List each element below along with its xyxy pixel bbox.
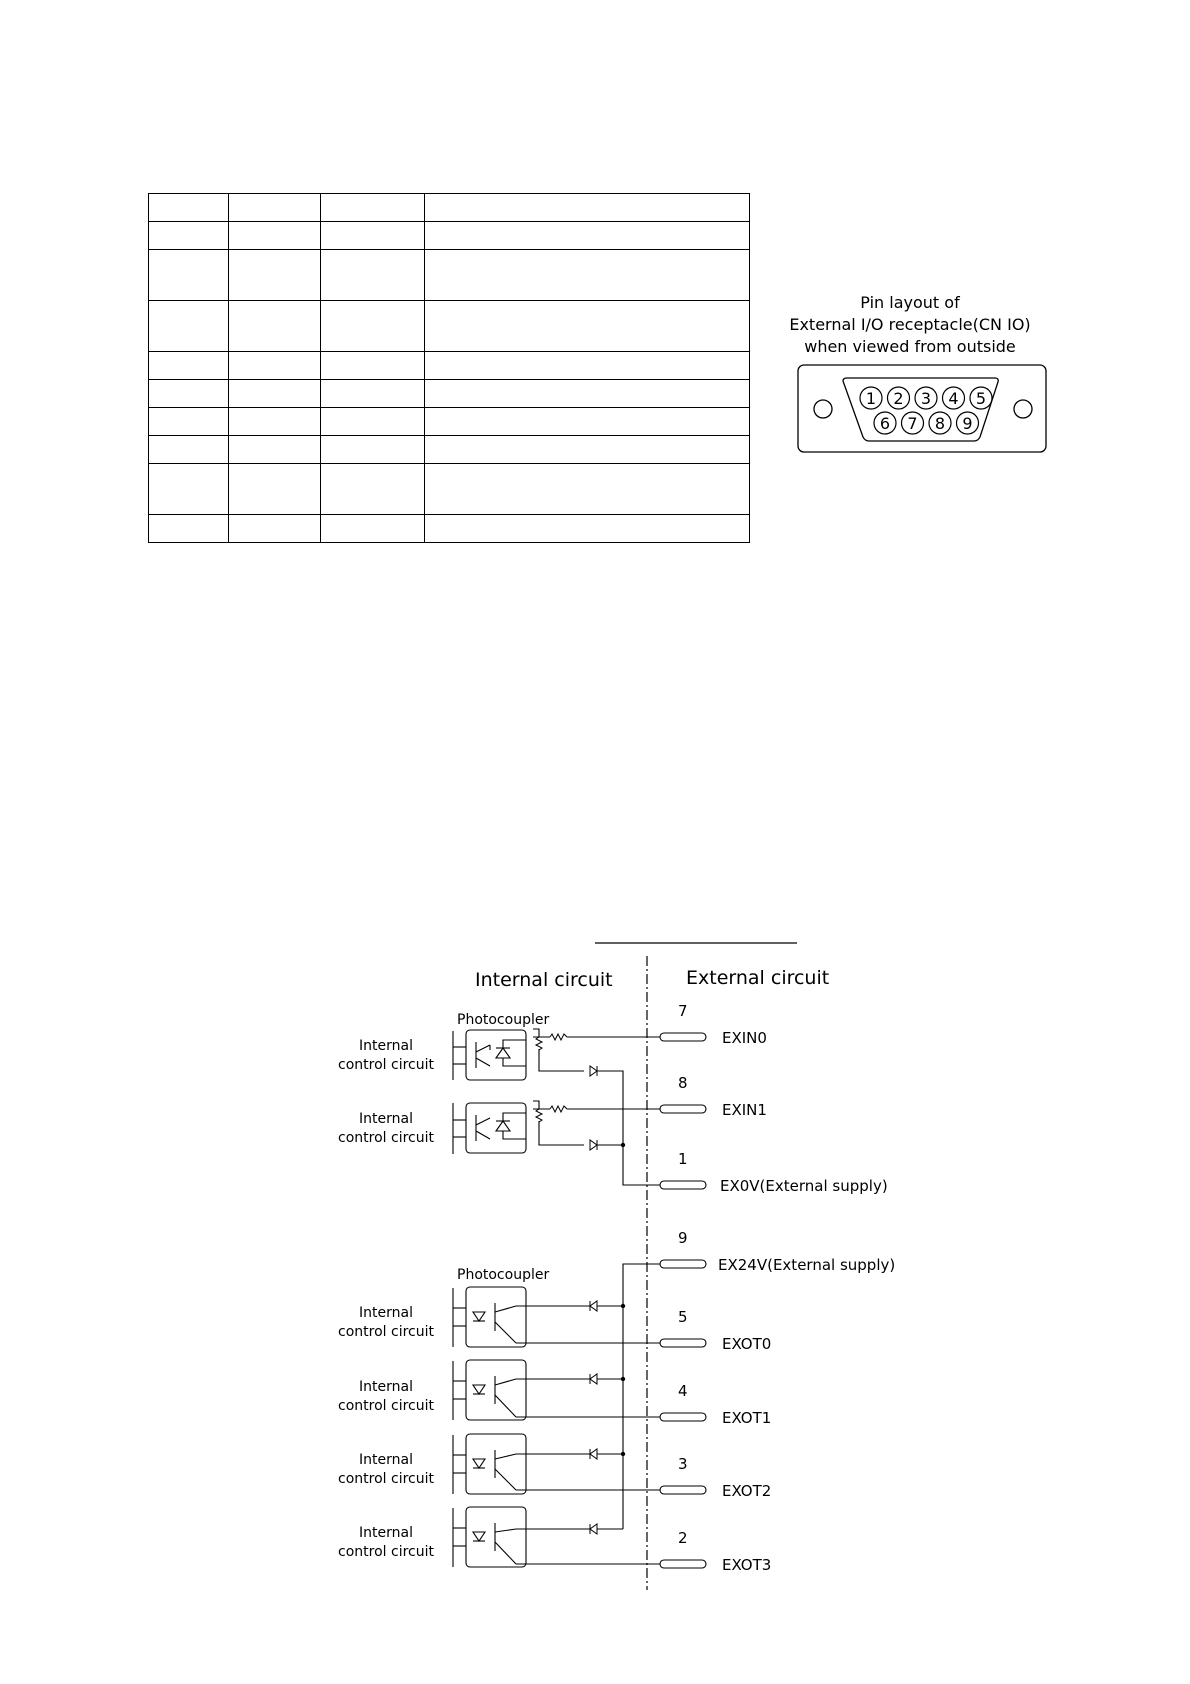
connector-title-line: when viewed from outside <box>804 337 1016 356</box>
terminal-pin-number: 8 <box>678 1074 688 1092</box>
diode-symbol <box>590 1140 597 1150</box>
connector-pin-number: 9 <box>962 414 973 433</box>
mounting-hole <box>814 400 832 418</box>
internal-block-label: control circuit <box>338 1324 434 1340</box>
internal-block-label: control circuit <box>338 1057 434 1073</box>
output-photocoupler-2 <box>453 1434 526 1494</box>
internal-block-label: control circuit <box>338 1471 434 1487</box>
connector-pin-number: 5 <box>975 389 987 408</box>
terminal-pin-number: 5 <box>678 1308 688 1326</box>
connector-pin-number: 8 <box>934 414 946 433</box>
internal-block-label: Internal <box>359 1452 413 1468</box>
diode-symbol <box>590 1301 597 1311</box>
internal-block-label: control circuit <box>338 1130 434 1146</box>
terminal-signal-label: EXOT1 <box>722 1409 772 1427</box>
terminal-signal-label: EXIN1 <box>722 1101 767 1119</box>
diode-symbol <box>590 1449 597 1459</box>
external-circuit-label: External circuit <box>686 967 830 989</box>
internal-block-label: Internal <box>359 1111 413 1127</box>
terminal-signal-label: EXOT2 <box>722 1482 772 1500</box>
output-photocoupler-0 <box>453 1287 526 1347</box>
input-photocoupler-0 <box>453 1030 526 1080</box>
internal-block-label: control circuit <box>338 1398 434 1414</box>
resistor-symbol <box>550 1106 567 1112</box>
photocoupler-label: Photocoupler <box>457 1267 550 1283</box>
terminal-pin-number: 1 <box>678 1150 688 1168</box>
diode-symbol <box>590 1066 597 1076</box>
junction-dot <box>621 1452 625 1456</box>
connector-pins-bottom <box>874 412 979 434</box>
internal-block-label: control circuit <box>338 1544 434 1560</box>
resistor-symbol <box>536 1109 542 1122</box>
terminal-signal-label: EXIN0 <box>722 1029 767 1047</box>
terminal-signal-label: EXOT0 <box>722 1335 772 1353</box>
terminal-connector <box>660 1413 706 1421</box>
terminal-pin-number: 2 <box>678 1529 688 1547</box>
terminal-pin-number: 7 <box>678 1002 688 1020</box>
terminal-connector <box>660 1486 706 1494</box>
output-wiring <box>516 1264 660 1564</box>
junction-dot <box>621 1304 625 1308</box>
connector-pin-number: 2 <box>893 389 904 408</box>
resistor-symbol <box>550 1034 567 1040</box>
connector-pin-number: 6 <box>879 414 891 433</box>
terminal-connector <box>660 1105 706 1113</box>
internal-circuit-label: Internal circuit <box>475 969 613 991</box>
terminal-connector <box>660 1260 706 1268</box>
photocoupler-label: Photocoupler <box>457 1012 550 1028</box>
terminal-signal-label: EX24V(External supply) <box>718 1256 896 1274</box>
terminal-pin-number: 9 <box>678 1229 688 1247</box>
diode-symbol <box>590 1374 597 1384</box>
terminal-connector <box>660 1339 706 1347</box>
connector-pin-number: 4 <box>948 389 959 408</box>
terminal-connector <box>660 1033 706 1041</box>
output-photocoupler-1 <box>453 1360 526 1420</box>
internal-block-label: Internal <box>359 1379 413 1395</box>
internal-block-label: Internal <box>359 1305 413 1321</box>
input-photocoupler-1 <box>453 1103 526 1154</box>
terminal-connector <box>660 1560 706 1568</box>
connector-pin-number: 1 <box>865 389 877 408</box>
internal-block-label: Internal <box>359 1525 413 1541</box>
terminal-connector <box>660 1181 706 1189</box>
connector-pins-top <box>860 387 992 409</box>
terminal-pin-number: 3 <box>678 1455 688 1473</box>
connector-pin-number: 7 <box>907 414 918 433</box>
terminal-pin-number: 4 <box>678 1382 688 1400</box>
connector-title-line: Pin layout of <box>860 293 960 312</box>
junction-dot <box>621 1377 625 1381</box>
connector-pin-number: 3 <box>920 389 932 408</box>
mounting-hole <box>1014 400 1032 418</box>
terminal-signal-label: EX0V(External supply) <box>720 1177 888 1195</box>
terminal-group <box>660 1002 895 1574</box>
diode-symbol <box>590 1524 597 1534</box>
resistor-symbol <box>536 1037 542 1050</box>
terminal-signal-label: EXOT3 <box>722 1556 772 1574</box>
connector-title-line: External I/O receptacle(CN IO) <box>789 315 1031 334</box>
output-photocoupler-3 <box>453 1507 526 1567</box>
internal-control-blocks <box>338 1038 434 1560</box>
internal-block-label: Internal <box>359 1038 413 1054</box>
junction-dot <box>621 1143 625 1147</box>
